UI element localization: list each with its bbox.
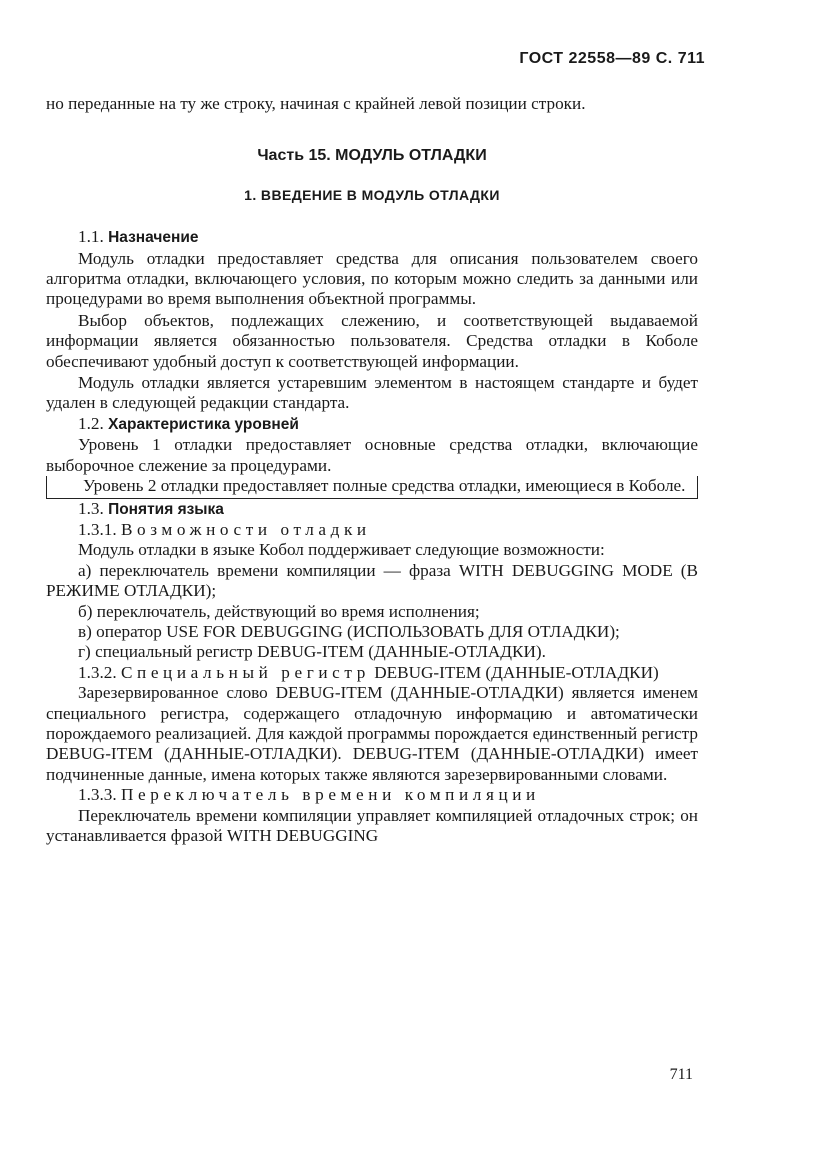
- paragraph-1-2-b-boxed: Уровень 2 отладки предоставляет полные средства отладки, имеющиеся в Коболе.: [46, 476, 698, 498]
- heading-1-3-1-num: 1.3.1.: [78, 519, 117, 539]
- heading-1-3-2: [46, 663, 698, 683]
- continuation-paragraph: но переданные на ту же строку, начиная с крайней левой позиции строки.: [46, 94, 586, 113]
- heading-1-3-num: 1.3.: [78, 498, 104, 518]
- heading-1-1-num: 1.1.: [78, 227, 104, 247]
- part-title: Часть 15. МОДУЛЬ ОТЛАДКИ: [257, 147, 487, 165]
- paragraph-1-2-a: Уровень 1 отладки предоставляет основные средства отладки, включающие выборочное слежение за процедурами.: [46, 435, 698, 475]
- heading-1-1: [46, 227, 698, 248]
- paragraph-1-3-1-intro: Модуль отладки в языке Кобол поддерживает следующие возможности:: [78, 540, 605, 560]
- list-item-d: г) специальный регистр DEBUG-ITEM (ДАННЫЕ-ОТЛАДКИ).: [78, 642, 546, 662]
- heading-1-3-1-title: Возможности отладки: [120, 519, 371, 539]
- list-item-b: б) переключатель, действующий во время исполнения;: [78, 601, 480, 621]
- heading-1-3-3: [46, 785, 698, 805]
- running-head: ГОСТ 22558—89 С. 711: [519, 50, 705, 67]
- paragraph-1-3-2: Зарезервированное слово DEBUG-ITEM (ДАННЫЕ-ОТЛАДКИ) является именем специального регистра, содержащего отладочную информацию и автоматически порождаемого реализацией. Для каждой программы порождается единственный регистр DEBUG-ITEM (ДАННЫЕ-ОТЛАДКИ). DEBUG-ITEM (ДАННЫЕ-ОТЛАДКИ) имеет подчиненные данные, имена которых также являются зарезервированными словами.: [46, 683, 698, 784]
- heading-1-3-3-title: Переключатель времени компиляции: [120, 785, 540, 805]
- heading-1-3: [46, 499, 698, 520]
- heading-1-3-1: [46, 520, 698, 540]
- heading-1-2: [46, 414, 698, 435]
- heading-1-3-3-num: 1.3.3.: [78, 785, 117, 805]
- list-item-a: а) переключатель времени компиляции — фраза WITH DEBUGGING MODE (В РЕЖИМЕ ОТЛАДКИ);: [46, 560, 698, 601]
- paragraph-1-3-3: Переключатель времени компиляции управляет компиляцией отладочных строк; он устанавливается фразой WITH DEBUGGING: [46, 805, 698, 845]
- body-text: [46, 94, 698, 846]
- paragraph-1-1-a: Модуль отладки предоставляет средства для описания пользователем своего алгоритма отладки, включающего условия, по которым можно следить за данными или процедурами во время выполнения объектной программы.: [46, 248, 698, 309]
- page-number: 711: [669, 1066, 693, 1083]
- heading-1-3-2-title-rest: DEBUG-ITEM (ДАННЫЕ-ОТЛАДКИ): [374, 662, 659, 682]
- heading-1-3-title: Понятия языка: [108, 500, 224, 518]
- paragraph-1-1-c: Модуль отладки является устаревшим элементом в настоящем стандарте и будет удален в следующей редакции стандарта.: [46, 373, 698, 413]
- heading-1-2-title: Характеристика уровней: [108, 415, 299, 433]
- section-title: 1. ВВЕДЕНИЕ В МОДУЛЬ ОТЛАДКИ: [244, 186, 500, 203]
- heading-1-2-num: 1.2.: [78, 413, 104, 433]
- heading-1-1-title: Назначение: [108, 229, 199, 247]
- heading-1-3-2-title-spaced: Специальный регистр: [120, 662, 370, 682]
- list-item-c: в) оператор USE FOR DEBUGGING (ИСПОЛЬЗОВАТЬ ДЛЯ ОТЛАДКИ);: [78, 621, 620, 641]
- paragraph-1-1-b: Выбор объектов, подлежащих слежению, и соответствующей выдаваемой информации является обязанностью пользователя. Средства отладки в Коболе обеспечивают удобный доступ к соответствующей информации.: [46, 310, 698, 371]
- heading-1-3-2-num: 1.3.2.: [78, 662, 117, 682]
